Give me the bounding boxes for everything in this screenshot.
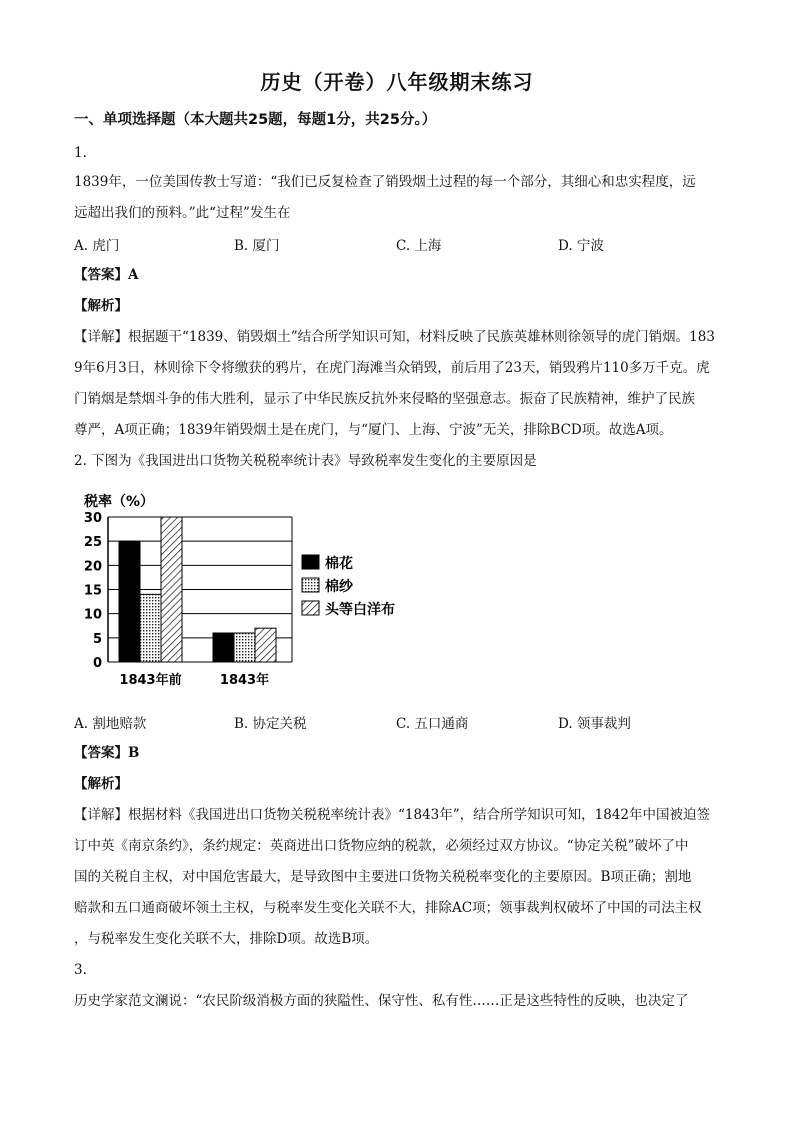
page-title: 历史（开卷）八年级期末练习: [260, 70, 534, 94]
q1-stem-line: 1839年，一位美国传教士写道：“我们已反复检查了销毁烟土过程的每一个部分，其细心和忠实程度，远: [74, 174, 696, 190]
tariff-chart: [74, 486, 424, 696]
q1-stem-line: 远超出我们的预料。”此“过程”发生在: [74, 205, 291, 221]
legend-swatch: [302, 555, 319, 569]
legend-label: 头等白洋布: [325, 602, 395, 618]
q1-detail-line: 尊严，A项正确；1839年销毁烟土是在虎门，与“厦门、上海、宁波”无关，排除BCD项。故选A项。: [74, 422, 673, 438]
y-tick-label: 20: [83, 559, 102, 575]
q1-option-c: C. 上海: [396, 238, 442, 254]
q2-detail-line: ，与税率发生变化关联不大，排除D项。故选B项。: [74, 931, 379, 947]
bar: [213, 633, 234, 662]
legend-swatch: [302, 601, 319, 615]
q3-number: 3.: [74, 962, 87, 978]
q1-option-b: B. 厦门: [234, 238, 280, 254]
y-tick-label: 25: [83, 535, 102, 551]
x-category-label: 1843年前: [119, 673, 182, 688]
q2-option-c: C. 五口通商: [396, 716, 469, 732]
y-tick-label: 30: [83, 511, 102, 526]
y-axis-label: 税率（%）: [84, 494, 155, 510]
bar: [161, 517, 182, 662]
q2-analysis-label: 【解析】: [74, 776, 128, 792]
q1-option-d: D. 宁波: [558, 238, 604, 254]
bar: [255, 628, 276, 662]
bar: [119, 541, 140, 662]
q2-detail-line: 赔款和五口通商破坏领土主权，与税率发生变化关联不大，排除AC项；领事裁判权破坏了中国的司法主权: [74, 900, 702, 916]
legend-label: 棉纱: [325, 579, 353, 595]
x-category-label: 1843年: [219, 673, 270, 688]
q1-answer: 【答案】A: [74, 267, 139, 283]
bar: [140, 594, 161, 662]
y-tick-label: 10: [83, 607, 102, 623]
q2-option-b: B. 协定关税: [234, 716, 307, 732]
q2-options: [74, 712, 714, 732]
section-heading: 一、单项选择题（本大题共25题，每题1分，共25分。）: [74, 112, 437, 128]
q2-answer: 【答案】B: [74, 745, 140, 761]
q2-detail-line: 【详解】根据材料《我国进出口货物关税税率统计表》“1843年”，结合所学知识可知，1842年中国被迫签: [74, 807, 711, 823]
q1-option-a: A. 虎门: [74, 238, 120, 254]
q3-stem-line: 历史学家范文澜说：“农民阶级消极方面的狭隘性、保守性、私有性……正是这些特性的反映，也决定了: [74, 993, 689, 1009]
y-tick-label: 0: [92, 656, 102, 671]
q1-detail-line: 【详解】根据题干“1839、销毁烟土”结合所学知识可知，材料反映了民族英雄林则徐领导的虎门销烟。183: [74, 329, 715, 345]
q2-stem: 2. 下图为《我国进出口货物关税税率统计表》导致税率发生变化的主要原因是: [74, 453, 537, 469]
q1-analysis-label: 【解析】: [74, 298, 128, 314]
q2-option-a: A. 割地赔款: [74, 716, 147, 732]
bar: [234, 633, 255, 662]
q1-options: [74, 234, 714, 254]
tariff-chart-svg: [74, 486, 424, 696]
q2-detail-line: 国的关税自主权，对中国危害最大，是导致图中主要进口货物关税税率变化的主要原因。B项正确；割地: [74, 869, 692, 885]
y-tick-label: 15: [83, 583, 102, 599]
q2-detail-line: 订中英《南京条约》，条约规定：英商进出口货物应纳的税款，必须经过双方协议。“协定关税”破坏了中: [74, 838, 689, 854]
y-tick-label: 5: [92, 631, 102, 647]
q1-detail-line: 9年6月3日，林则徐下令将缴获的鸦片，在虎门海滩当众销毁，前后用了23天，销毁鸦片110多万千克。虎: [74, 360, 710, 376]
q2-option-d: D. 领事裁判: [558, 716, 631, 732]
legend-label: 棉花: [325, 556, 353, 572]
q1-number: 1.: [74, 145, 87, 161]
legend-swatch: [302, 578, 319, 592]
q1-detail-line: 门销烟是禁烟斗争的伟大胜利，显示了中华民族反抗外来侵略的坚强意志。振奋了民族精神，维护了民族: [74, 391, 695, 407]
